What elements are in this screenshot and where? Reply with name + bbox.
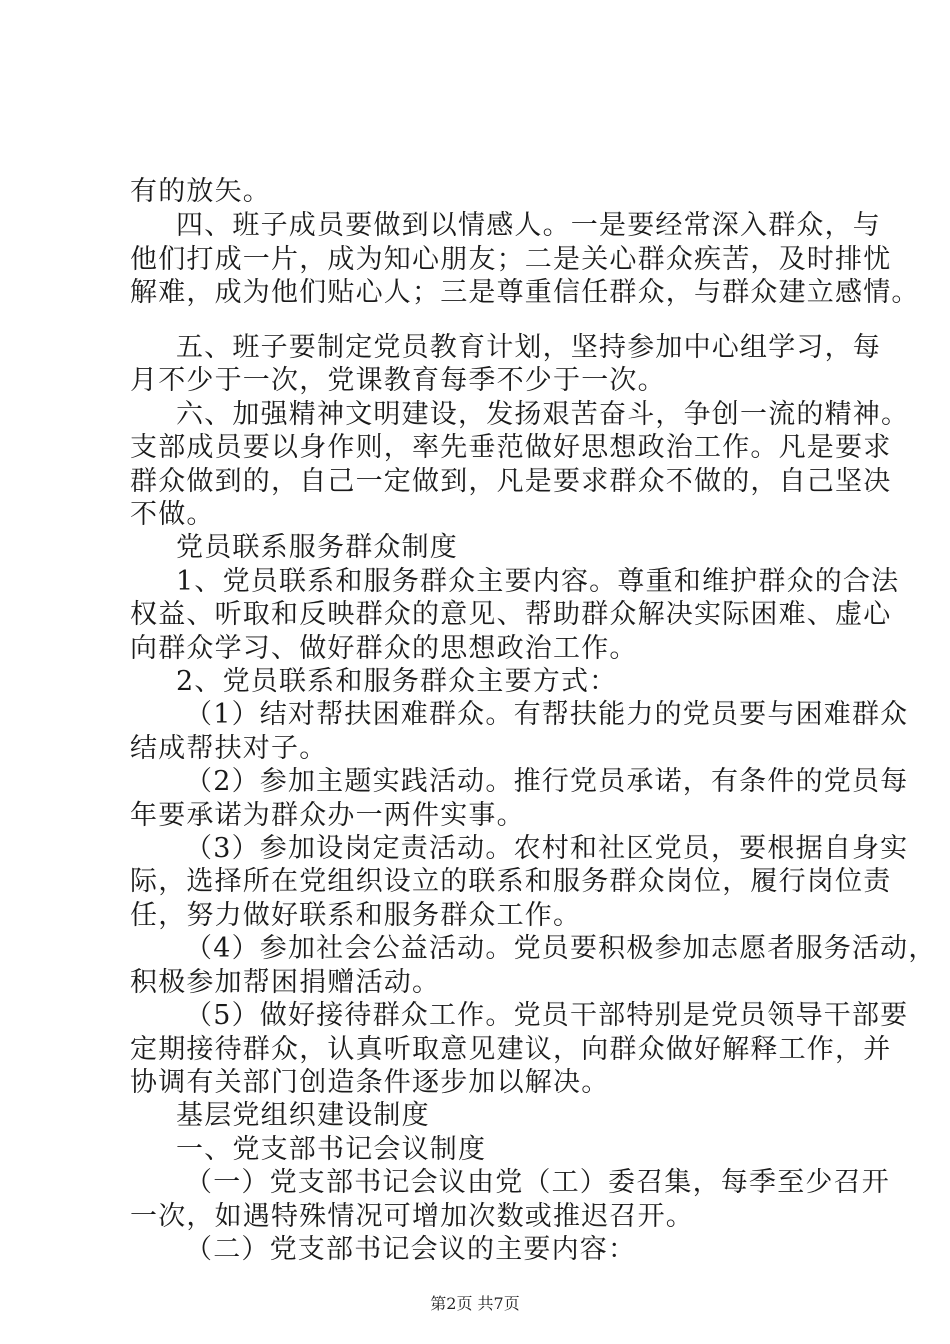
- body-line-2: 四、班子成员要做到以情感人。一是要经常深入群众，与: [176, 210, 881, 241]
- body-line-18: （2）参加主题实践活动。推行党员承诺，有条件的党员每: [185, 766, 909, 797]
- body-line-4: 解难，成为他们贴心人；三是尊重信任群众，与群众建立感情。: [130, 277, 920, 308]
- body-line-30: （一）党支部书记会议由党（工）委召集，每季至少召开: [185, 1167, 890, 1198]
- body-line-22: 任，努力做好联系和服务群众工作。: [130, 900, 582, 931]
- body-line-9: 群众做到的，自己一定做到，凡是要求群众不做的，自己坚决: [130, 466, 892, 497]
- body-line-8: 支部成员要以身作则，率先垂范做好思想政治工作。凡是要求: [130, 432, 892, 463]
- body-line-20: （3）参加设岗定责活动。农村和社区党员，要根据自身实: [185, 833, 909, 864]
- body-line-3: 他们打成一片，成为知心朋友；二是关心群众疾苦，及时排忧: [130, 244, 892, 275]
- body-line-14: 向群众学习、做好群众的思想政治工作。: [130, 633, 638, 664]
- body-line-13: 权益、听取和反映群众的意见、帮助群众解决实际困难、虚心: [130, 599, 892, 630]
- body-line-6: 月不少于一次，党课教育每季不少于一次。: [130, 365, 666, 396]
- body-line-23: （4）参加社会公益活动。党员要积极参加志愿者服务活动，: [185, 933, 937, 964]
- body-line-7: 六、加强精神文明建设，发扬艰苦奋斗，争创一流的精神。: [176, 399, 910, 430]
- body-line-25: （5）做好接待群众工作。党员干部特别是党员领导干部要: [185, 1000, 909, 1031]
- body-line-10: 不做。: [130, 499, 215, 530]
- section-heading: 基层党组织建设制度: [176, 1100, 430, 1131]
- body-line-21: 际，选择所在党组织设立的联系和服务群众岗位，履行岗位责: [130, 866, 892, 897]
- body-line-5: 五、班子要制定党员教育计划，坚持参加中心组学习，每: [176, 332, 881, 363]
- body-line-17: 结成帮扶对子。: [130, 733, 328, 764]
- body-line-27: 协调有关部门创造条件逐步加以解决。: [130, 1067, 610, 1098]
- body-line-24: 积极参加帮困捐赠活动。: [130, 967, 441, 998]
- body-line-26: 定期接待群众，认真听取意见建议，向群众做好解释工作，并: [130, 1034, 892, 1065]
- section-heading: 党员联系服务群众制度: [176, 532, 458, 563]
- body-line-15: 2、党员联系和服务群众主要方式：: [176, 666, 618, 697]
- body-line-32: （二）党支部书记会议的主要内容：: [185, 1234, 637, 1265]
- body-line-19: 年要承诺为群众办一两件实事。: [130, 800, 525, 831]
- body-line-31: 一次，如遇特殊情况可增加次数或推迟召开。: [130, 1201, 694, 1232]
- body-line-16: （1）结对帮扶困难群众。有帮扶能力的党员要与困难群众: [185, 699, 909, 730]
- body-line-12: 1、党员联系和服务群众主要内容。尊重和维护群众的合法: [176, 566, 900, 597]
- subsection-heading: 一、党支部书记会议制度: [176, 1134, 487, 1165]
- body-line-1: 有的放矢。: [130, 176, 271, 207]
- page-number-footer: 第2页 共7页: [430, 1294, 520, 1313]
